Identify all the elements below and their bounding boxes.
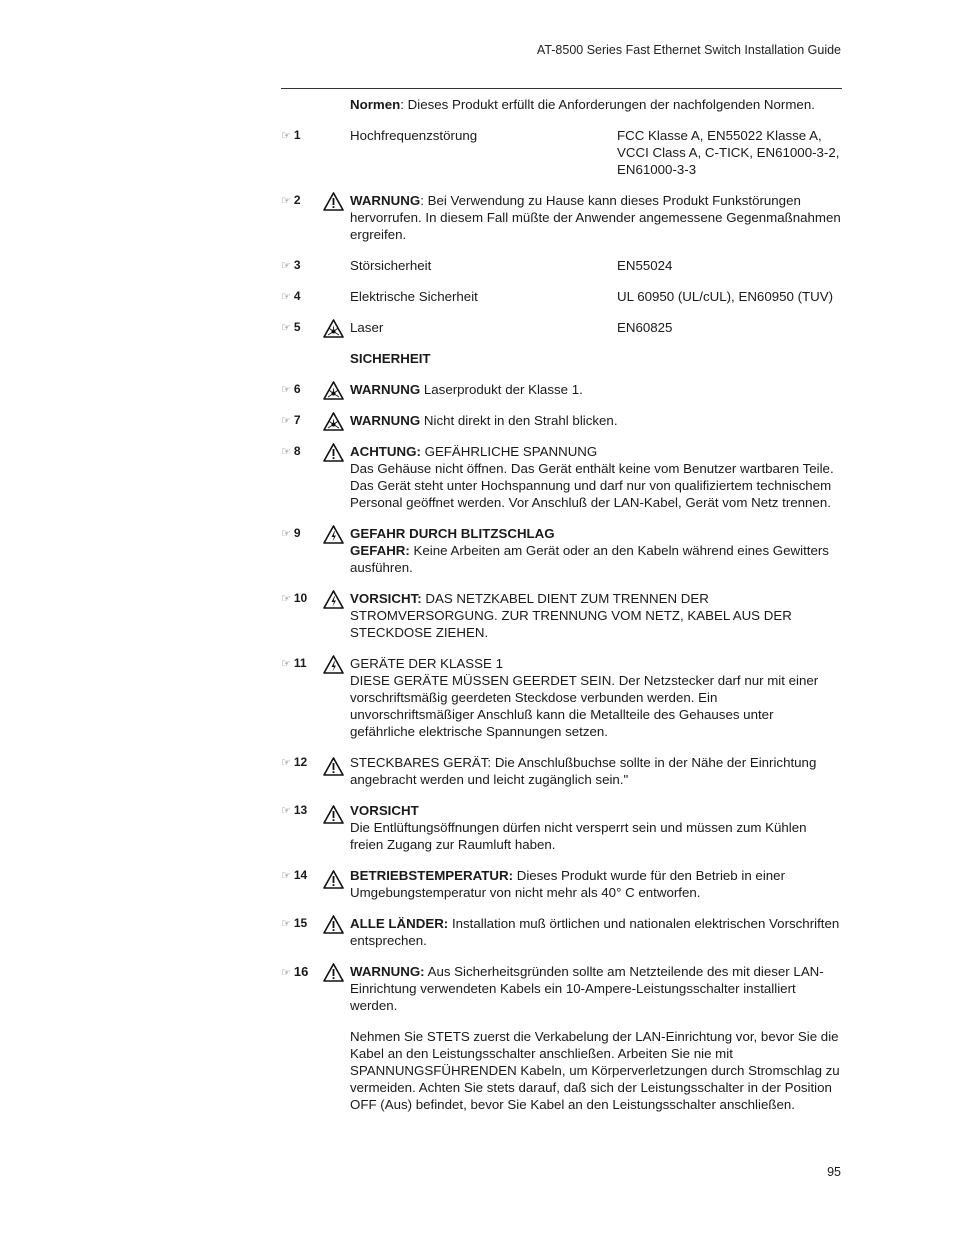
lightning-warning-icon: [323, 655, 344, 674]
list-item: [281, 288, 842, 305]
item-number: ☞ 14: [281, 868, 308, 882]
hand-pointer-icon: ☞: [281, 757, 291, 769]
list-item: [281, 525, 842, 576]
item-number: ☞ 13: [281, 803, 308, 817]
warning-icon: [323, 915, 344, 934]
item-number: ☞ 6: [281, 382, 301, 396]
item-number: ☞ 5: [281, 320, 301, 334]
list-item: [281, 867, 842, 901]
item-number: ☞ 8: [281, 444, 301, 458]
item-number: ☞ 1: [281, 128, 301, 142]
final-paragraph: Nehmen Sie STETS zuerst die Verkabelung der LAN-Einrichtung vor, bevor Sie die Kabel an den Leistungsschalter anschließen. Arbeiten Sie nie mit SPANNUNGSFÜHRENDEN Kabeln, um Körperverletzungen durch Stromschlag zu vermeiden. Achten Sie stets darauf, daß sich der Leistungsschalter in der Position OFF (Aus) befindet, bevor Sie Kabel an den Leistungsschalter anschließen.: [350, 1029, 840, 1112]
hand-pointer-icon: ☞: [281, 805, 291, 817]
item-number: ☞ 12: [281, 755, 308, 769]
intro-bold: Normen: [350, 97, 401, 112]
item-number: ☞ 11: [281, 656, 307, 670]
item-text: BETRIEBSTEMPERATUR: Dieses Produkt wurde für den Betrieb in einer Umgebungstemperatur von nicht mehr als 40° C entworfen.: [350, 868, 786, 900]
item-label: Laser: [350, 320, 384, 335]
list-item: [281, 963, 842, 1014]
item-value: FCC Klasse A, EN55022 Klasse A, VCCI Class A, C-TICK, EN61000-3-2, EN61000-3-3: [617, 128, 840, 177]
hand-pointer-icon: ☞: [281, 291, 291, 303]
hand-pointer-icon: ☞: [281, 130, 291, 142]
item-number: ☞ 10: [281, 591, 308, 605]
hand-pointer-icon: ☞: [281, 528, 291, 540]
item-number: ☞ 15: [281, 916, 308, 930]
item-text: WARNUNG Laserprodukt der Klasse 1.: [350, 382, 583, 397]
list-item: [281, 590, 842, 641]
laser-warning-icon: [323, 412, 344, 431]
laser-warning-icon: [323, 319, 344, 338]
item-value: EN55024: [617, 258, 673, 273]
hand-pointer-icon: ☞: [281, 195, 291, 207]
list-item: [281, 412, 842, 429]
header-rule: [281, 88, 842, 89]
item-label: Störsicherheit: [350, 258, 432, 273]
item-number: ☞ 9: [281, 526, 301, 540]
item-text: GERÄTE DER KLASSE 1 DIESE GERÄTE MÜSSEN GEERDET SEIN. Der Netzstecker darf nur mit einer vorschriftsmäßig geerdeten Steckdose verbunden werden. Ein unvorschriftsmäßiger Anschluß kann die Metallteile des Gehauses unter gefährliche elektrische Spannungen setzen.: [350, 656, 819, 739]
item-text: WARNUNG: Aus Sicherheitsgründen sollte am Netzteilende des mit dieser LAN-Einrichtung verwendeten Kabels ein 10-Ampere-Leistungsschalter installiert werden.: [350, 964, 824, 1013]
item-text: VORSICHT Die Entlüftungsöffnungen dürfen nicht versperrt sein und müssen zum Kühlen freien Zugang zur Raumluft haben.: [350, 803, 807, 852]
item-text: WARNUNG: Bei Verwendung zu Hause kann dieses Produkt Funkstörungen hervorrufen. In diesem Fall müßte der Anwender angemessene Gegenmaßnahmen ergreifen.: [350, 193, 841, 242]
list-item: [281, 754, 842, 788]
warning-icon: [323, 963, 344, 982]
lightning-warning-icon: [323, 590, 344, 609]
warning-icon: [323, 805, 344, 824]
hand-pointer-icon: ☞: [281, 446, 291, 458]
list-item: [281, 381, 842, 398]
list-item: [281, 127, 842, 178]
hand-pointer-icon: ☞: [281, 384, 291, 396]
hand-pointer-icon: ☞: [281, 322, 291, 334]
item-text: VORSICHT: DAS NETZKABEL DIENT ZUM TRENNEN DER STROMVERSORGUNG. ZUR TRENNUNG VOM NETZ, KABEL AUS DER STECKDOSE ZIEHEN.: [350, 591, 792, 640]
warning-icon: [323, 757, 344, 776]
warning-icon: [323, 870, 344, 889]
item-number: ☞ 7: [281, 413, 301, 427]
warning-icon: [323, 443, 344, 462]
hand-pointer-icon: ☞: [281, 658, 291, 670]
list-item: [281, 192, 842, 243]
list-item: [281, 443, 842, 511]
item-label: Hochfrequenzstörung: [350, 128, 478, 143]
list-item: [281, 655, 842, 740]
hand-pointer-icon: ☞: [281, 260, 291, 272]
item-label: Elektrische Sicherheit: [350, 289, 478, 304]
laser-warning-icon: [323, 381, 344, 400]
item-text: ALLE LÄNDER: Installation muß örtlichen und nationalen elektrischen Vorschriften entsprechen.: [350, 916, 840, 948]
item-number: ☞ 4: [281, 289, 301, 303]
hand-pointer-icon: ☞: [281, 967, 291, 979]
intro-text: : Dieses Produkt erfüllt die Anforderungen der nachfolgenden Normen.: [400, 97, 815, 112]
item-number: ☞ 16: [281, 964, 309, 979]
list-item: [281, 257, 842, 274]
item-value: UL 60950 (UL/cUL), EN60950 (TUV): [617, 289, 834, 304]
page-content: [281, 96, 842, 1113]
page-number: 95: [827, 1165, 841, 1179]
list-item: [281, 915, 842, 949]
list-item: [281, 319, 842, 336]
item-text: ACHTUNG: GEFÄHRLICHE SPANNUNG Das Gehäuse nicht öffnen. Das Gerät enthält keine vom Benutzer wartbaren Teile. Das Gerät steht unter Hochspannung und darf nur von qualifiziertem technischem Personal geöffnet werden. Vor Anschluß der LAN-Kabel, Gerät vom Netz trennen.: [350, 444, 834, 510]
hand-pointer-icon: ☞: [281, 593, 291, 605]
intro-paragraph: [350, 96, 842, 113]
item-number: ☞ 2: [281, 193, 301, 207]
item-number: ☞ 3: [281, 258, 301, 272]
hand-pointer-icon: ☞: [281, 415, 291, 427]
item-text: WARNUNG Nicht direkt in den Strahl blicken.: [350, 413, 618, 428]
hand-pointer-icon: ☞: [281, 870, 291, 882]
item-text: STECKBARES GERÄT: Die Anschlußbuchse sollte in der Nähe der Einrichtung angebracht werden und leicht zugänglich sein.": [350, 755, 817, 787]
warning-icon: [323, 192, 344, 211]
list-item: [281, 802, 842, 853]
item-value: EN60825: [617, 320, 673, 335]
running-header: AT-8500 Series Fast Ethernet Switch Installation Guide: [536, 43, 841, 57]
section-heading: SICHERHEIT: [350, 351, 431, 366]
hand-pointer-icon: ☞: [281, 918, 291, 930]
item-text: GEFAHR DURCH BLITZSCHLAG GEFAHR: Keine Arbeiten am Gerät oder an den Kabeln während eines Gewitters ausführen.: [350, 526, 829, 575]
lightning-warning-icon: [323, 525, 344, 544]
